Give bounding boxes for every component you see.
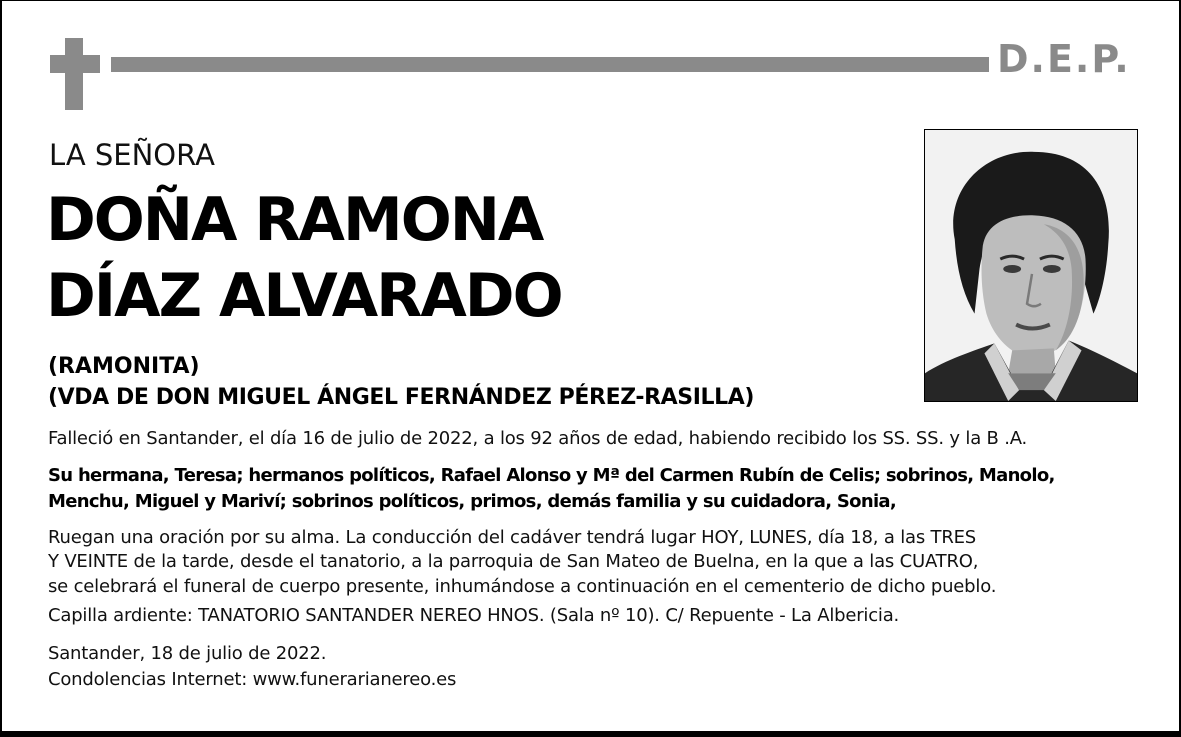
deceased-nickname: (RAMONITA) <box>48 354 200 379</box>
condolences-link[interactable]: Condolencias Internet: www.funerarianereo.es <box>48 669 457 690</box>
chapel-details: Capilla ardiente: TANATORIO SANTANDER NEREO HNOS. (Sala nº 10). C/ Repuente - La Albericia. <box>48 605 900 626</box>
funeral-details-line-2: Y VEINTE de la tarde, desde el tanatorio, a la parroquia de San Mateo de Buelna, en la que a las CUATRO, <box>48 551 979 572</box>
honorific: LA SEÑORA <box>49 138 215 172</box>
place-date: Santander, 18 de julio de 2022. <box>48 643 327 664</box>
family-line-1: Su hermana, Teresa; hermanos políticos, Rafael Alonso y Mª del Carmen Rubín de Celis; sobrinos, Manolo, <box>48 465 1055 486</box>
dep-label: D.E.P. <box>997 37 1131 81</box>
funeral-details-line-3: se celebrará el funeral de cuerpo presente, inhumándose a continuación en el cementerio de dicho pueblo. <box>48 576 997 597</box>
deceased-name-line-1: DOÑA RAMONA <box>46 185 543 255</box>
death-notice: Falleció en Santander, el día 16 de julio de 2022, a los 92 años de edad, habiendo recibido los SS. SS. y la B .A. <box>48 428 1028 449</box>
deceased-name-line-2: DÍAZ ALVARADO <box>46 261 562 331</box>
family-line-2: Menchu, Miguel y Mariví; sobrinos políticos, primos, demás familia y su cuidadora, Sonia, <box>48 491 896 512</box>
portrait-image <box>925 130 1137 401</box>
header-rule <box>111 57 989 72</box>
cross-icon-bar <box>50 55 100 73</box>
cross-icon <box>65 38 83 110</box>
funeral-details-line-1: Ruegan una oración por su alma. La conducción del cadáver tendrá lugar HOY, LUNES, día 18, a las TRES <box>48 527 977 548</box>
deceased-widow-of: (VDA DE DON MIGUEL ÁNGEL FERNÁNDEZ PÉREZ-RASILLA) <box>48 385 755 410</box>
portrait-photo <box>924 129 1138 402</box>
